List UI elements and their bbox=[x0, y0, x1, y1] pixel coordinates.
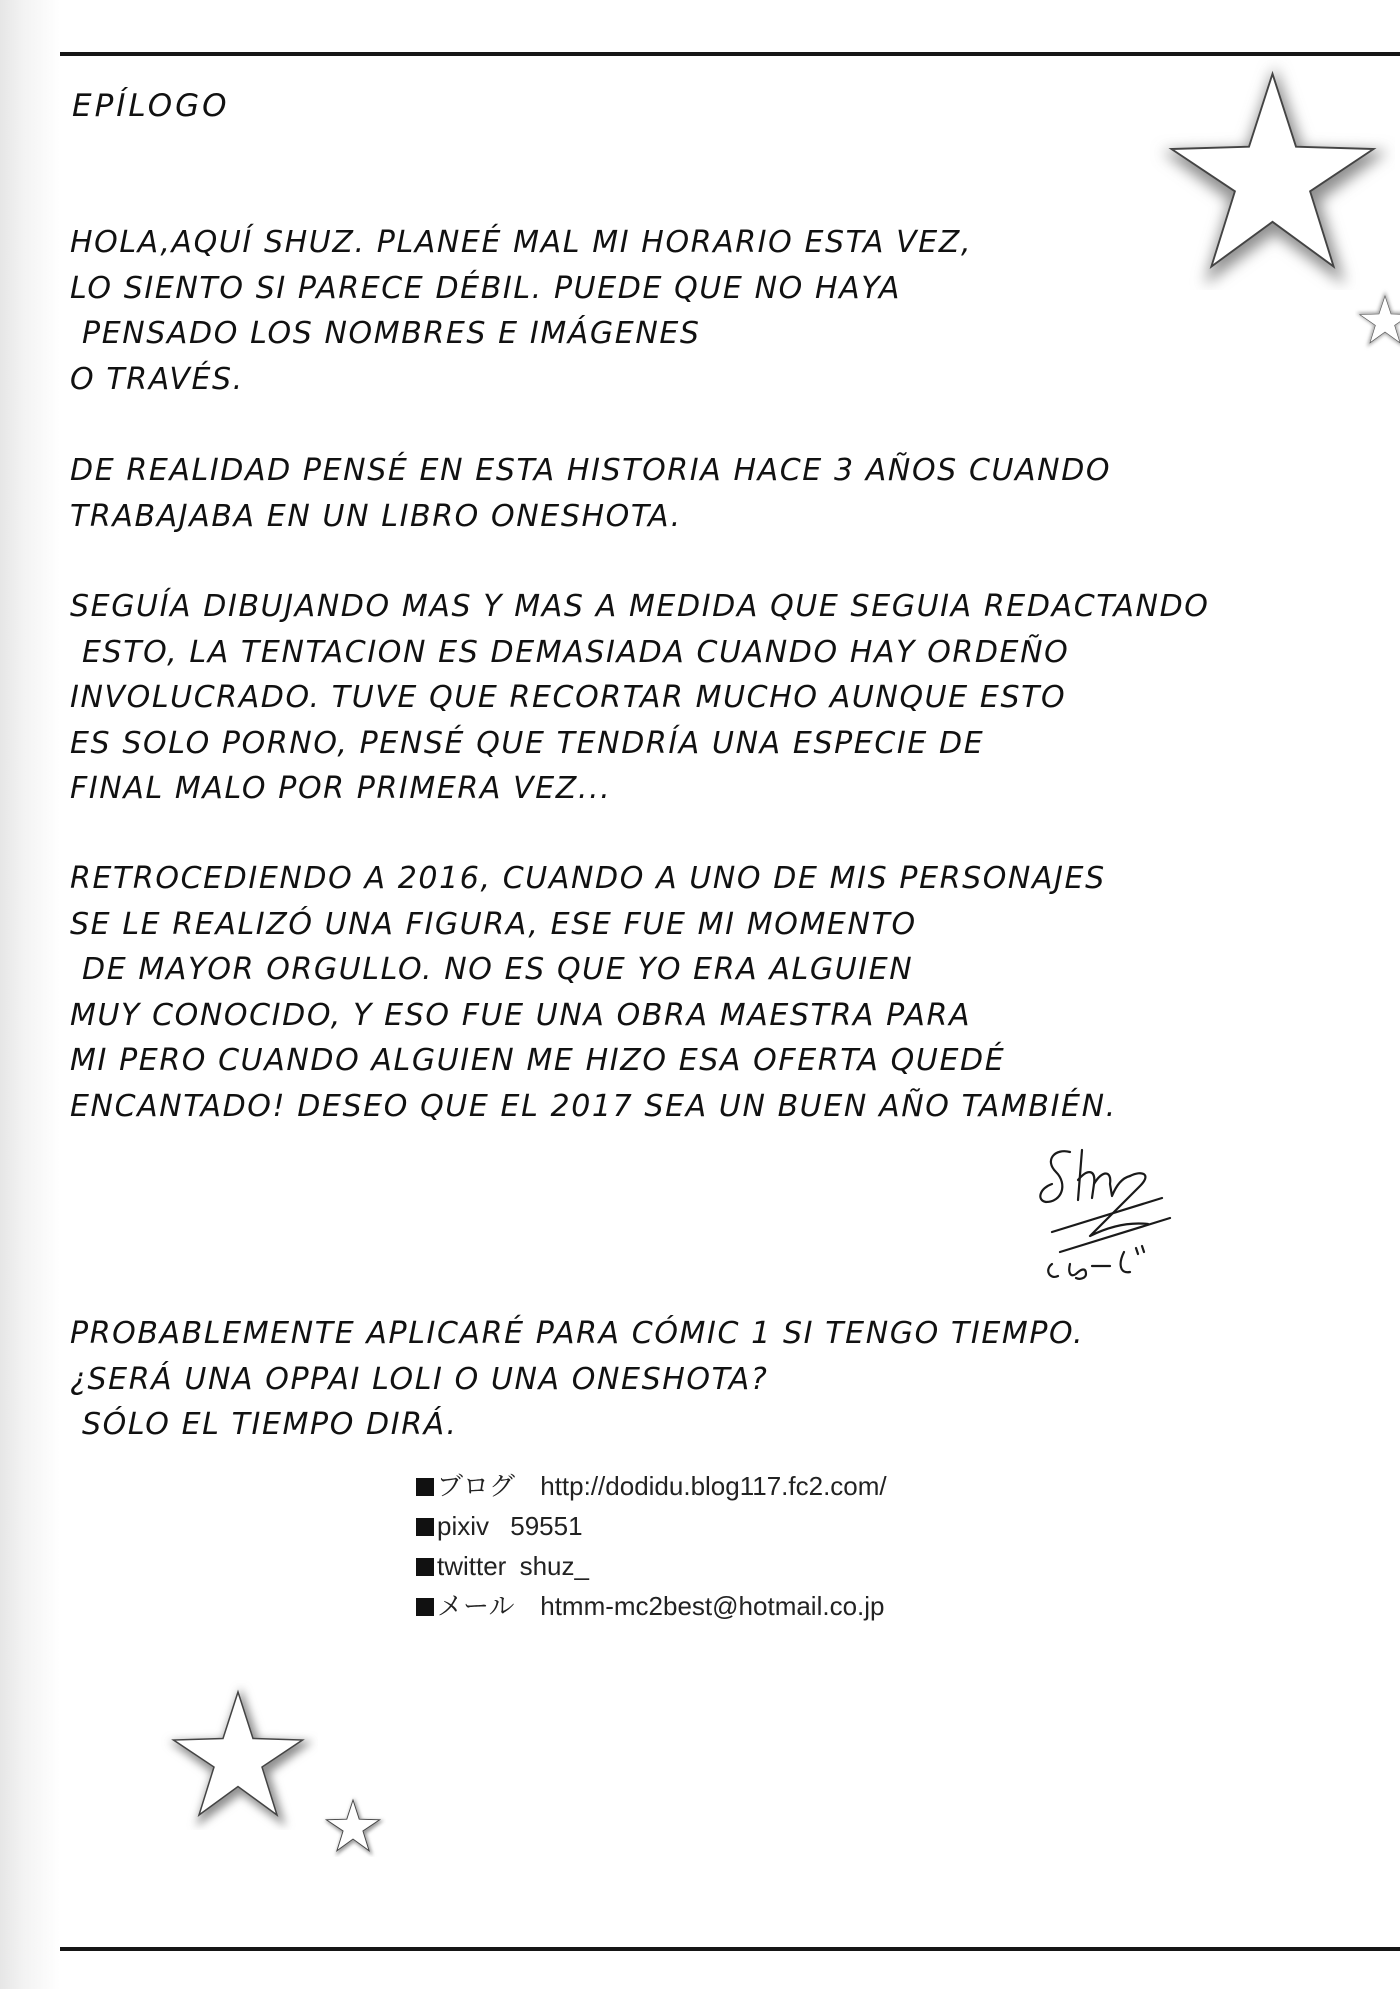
text-line: ESTO, LA TENTACION ES DEMASIADA CUANDO HAY ORDEÑO bbox=[82, 634, 1070, 670]
text-line: DE REALIDAD PENSÉ EN ESTA HISTORIA HACE 3 AÑOS CUANDO bbox=[70, 453, 1112, 488]
contact-mail bbox=[416, 1586, 887, 1626]
square-bullet-icon bbox=[416, 1478, 434, 1496]
text-line: PROBABLEMENTE APLICARÉ PARA CÓMIC 1 SI TENGO TIEMPO. bbox=[70, 1316, 1085, 1351]
square-bullet-icon bbox=[416, 1518, 434, 1536]
binding-shadow bbox=[0, 0, 60, 1989]
text-line: MUY CONOCIDO, Y ESO FUE UNA OBRA MAESTRA PARA bbox=[70, 997, 972, 1033]
text-line: INVOLUCRADO. TUVE QUE RECORTAR MUCHO AUNQUE ESTO bbox=[70, 680, 1067, 716]
contact-label: メール bbox=[437, 1591, 515, 1621]
text-line: O TRAVÉS. bbox=[70, 361, 244, 397]
text-line: TRABAJABA EN UN LIBRO ONESHOTA. bbox=[70, 498, 682, 534]
text-line: SE LE REALIZÓ UNA FIGURA, ESE FUE MI MOMENTO bbox=[70, 906, 917, 942]
text-line: ¿SERÁ UNA OPPAI LOLI O UNA ONESHOTA? bbox=[70, 1361, 769, 1397]
text-line: PENSADO LOS NOMBRES E IMÁGENES bbox=[82, 316, 701, 352]
paragraph-3 bbox=[70, 584, 1210, 812]
contact-label: twitter bbox=[437, 1551, 507, 1581]
contact-twitter bbox=[416, 1546, 887, 1586]
contact-label: ブログ bbox=[437, 1471, 516, 1501]
contact-pixiv-id: 59551 bbox=[510, 1511, 583, 1541]
star-icon bbox=[1150, 55, 1395, 290]
signature bbox=[1030, 1140, 1180, 1280]
paragraph-2 bbox=[70, 448, 1111, 539]
text-line: LO SIENTO SI PARECE DÉBIL. PUEDE QUE NO HAYA bbox=[70, 270, 902, 306]
square-bullet-icon bbox=[416, 1558, 434, 1576]
contact-list bbox=[416, 1466, 887, 1626]
contact-blog bbox=[416, 1466, 887, 1506]
bottom-rule bbox=[60, 1947, 1400, 1951]
paragraph-1 bbox=[70, 220, 972, 402]
text-line: MI PERO CUANDO ALGUIEN ME HIZO ESA OFERTA QUEDÉ bbox=[70, 1043, 1006, 1079]
contact-blog-url[interactable]: http://dodidu.blog117.fc2.com/ bbox=[540, 1471, 887, 1501]
text-line: SEGUÍA DIBUJANDO MAS Y MAS A MEDIDA QUE SEGUIA REDACTANDO bbox=[70, 589, 1210, 624]
text-line: RETROCEDIENDO A 2016, CUANDO A UNO DE MIS PERSONAJES bbox=[70, 861, 1106, 896]
contact-mail-address[interactable]: htmm-mc2best@hotmail.co.jp bbox=[540, 1591, 885, 1621]
text-line: HOLA,AQUÍ SHUZ. PLANEÉ MAL MI HORARIO ESTA VEZ, bbox=[70, 225, 973, 260]
text-line: SÓLO EL TIEMPO DIRÁ. bbox=[82, 1407, 458, 1443]
text-line: ENCANTADO! DESEO QUE EL 2017 SEA UN BUEN AÑO TAMBIÉN. bbox=[70, 1088, 1117, 1124]
star-icon bbox=[1355, 285, 1400, 355]
star-icon bbox=[158, 1680, 318, 1830]
contact-label: pixiv bbox=[437, 1511, 490, 1541]
contact-pixiv bbox=[416, 1506, 887, 1546]
paragraph-4 bbox=[70, 856, 1117, 1130]
square-bullet-icon bbox=[416, 1598, 434, 1616]
page-title: EPÍLOGO bbox=[72, 88, 230, 124]
text-line: FINAL MALO POR PRIMERA VEZ... bbox=[70, 771, 612, 807]
text-line: DE MAYOR ORGULLO. NO ES QUE YO ERA ALGUIEN bbox=[82, 952, 914, 988]
text-line: ES SOLO PORNO, PENSÉ QUE TENDRÍA UNA ESPECIE DE bbox=[70, 725, 985, 761]
paragraph-5 bbox=[70, 1311, 1084, 1448]
contact-twitter-handle: shuz_ bbox=[519, 1551, 589, 1581]
star-icon bbox=[320, 1795, 386, 1857]
